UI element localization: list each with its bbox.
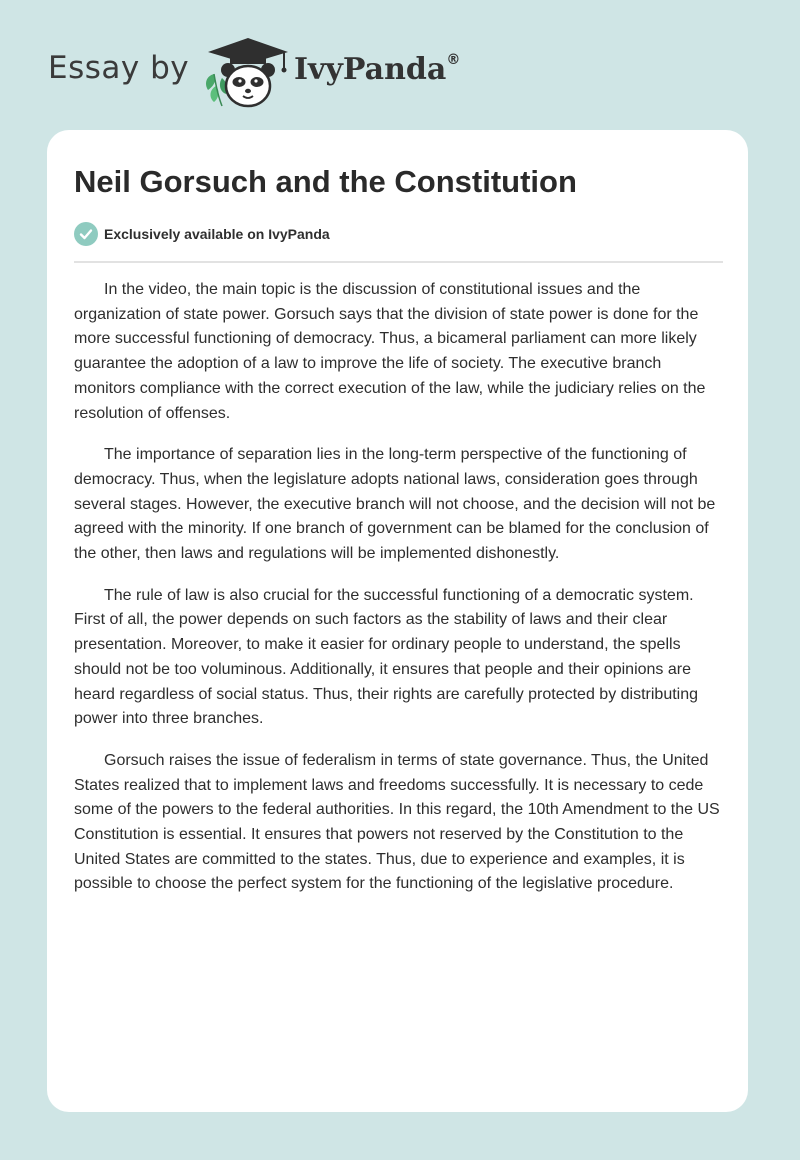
title-divider xyxy=(74,261,723,263)
essay-body xyxy=(74,278,726,914)
essay-by-label: Essay by xyxy=(48,50,190,86)
essay-card xyxy=(47,130,748,1112)
essay-paragraph: In the video, the main topic is the discussion of constitutional issues and the organization of state power. Gorsuch says that the division of state power is done for the more successful functioning of democracy. Thus, a bicameral parliament can more likely guarantee the adoption of a law to improve the life of society. The executive branch monitors compliance with the correct execution of the law, while the judiciary relies on the resolution of offenses. xyxy=(74,281,706,422)
essay-paragraph: The importance of separation lies in the long-term perspective of the functioning of democracy. Thus, when the legislature adopts national laws, consideration goes through several stages. However, the executive branch will not choose, and the decision will not be agreed with the minority. If one branch of government can be blamed for the conclusion of the other, then laws and regulations will be implemented dishonestly. xyxy=(74,446,716,563)
site-header xyxy=(0,0,800,130)
essay-paragraph: Gorsuch raises the issue of federalism in terms of state governance. Thus, the United States realized that to implement laws and freedoms successfully. It is necessary to cede some of the powers to the federal authorities. In this regard, the 10th Amendment to the US Constitution is essential. It ensures that powers not reserved by the Constitution to the United States are committed to the states. Thus, due to experience and examples, it is possible to choose the perfect system for the functioning of the legislative procedure. xyxy=(74,751,720,893)
panda-graduation-cap-icon[interactable] xyxy=(200,34,292,110)
brand-name[interactable] xyxy=(294,52,460,87)
essay-title: Neil Gorsuch and the Constitution xyxy=(74,164,577,199)
exclusive-badge-label: Exclusively available on IvyPanda xyxy=(104,226,330,242)
brand-name-text: IvyPanda xyxy=(294,52,447,87)
ivy-leaf-icon xyxy=(206,74,227,106)
essay-paragraph: The rule of law is also crucial for the successful functioning of a democratic system. First of all, the power depends on such factors as the stability of laws and their clear presentation. Moreover, to make it easier for ordinary people to understand, the spells should not be too voluminous. Additionally, it ensures that people and their opinions are heard regardless of social status. Thus, their rights are carefully protected by distributing power into three branches. xyxy=(74,586,699,728)
check-circle-icon xyxy=(74,222,98,246)
exclusive-badge xyxy=(74,222,330,246)
registered-mark: ® xyxy=(446,52,461,68)
